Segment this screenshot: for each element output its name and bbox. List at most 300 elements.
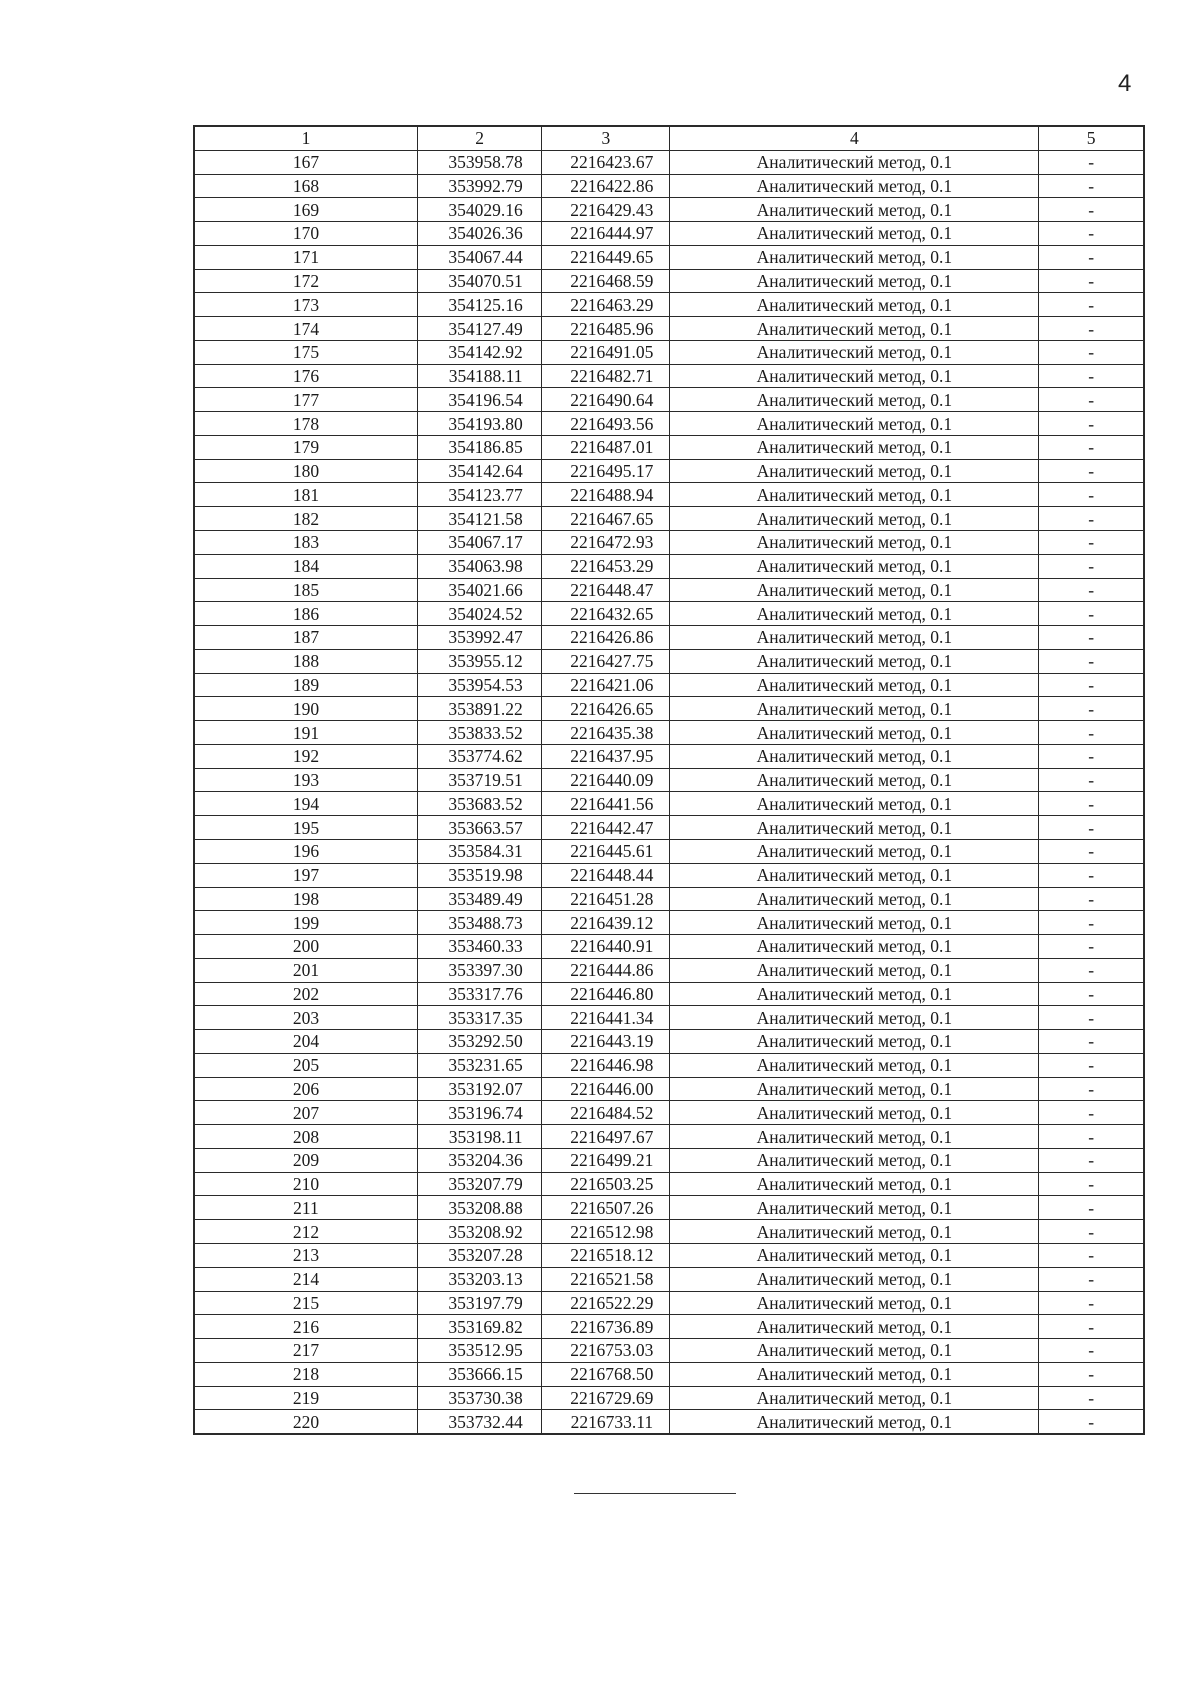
point-number-cell: 201 bbox=[194, 958, 417, 982]
method-cell: Аналитический метод, 0.1 bbox=[670, 554, 1039, 578]
note-cell: - bbox=[1039, 792, 1144, 816]
y-coordinate-cell: 2216472.93 bbox=[542, 531, 670, 555]
note-cell: - bbox=[1039, 1125, 1144, 1149]
point-number-cell: 206 bbox=[194, 1077, 417, 1101]
x-coordinate-cell: 353208.88 bbox=[417, 1196, 541, 1220]
note-cell: - bbox=[1039, 673, 1144, 697]
point-number-cell: 188 bbox=[194, 649, 417, 673]
y-coordinate-cell: 2216491.05 bbox=[542, 340, 670, 364]
note-cell: - bbox=[1039, 863, 1144, 887]
method-cell: Аналитический метод, 0.1 bbox=[670, 982, 1039, 1006]
point-number-cell: 213 bbox=[194, 1243, 417, 1267]
point-number-cell: 219 bbox=[194, 1386, 417, 1410]
note-cell: - bbox=[1039, 1030, 1144, 1054]
point-number-cell: 185 bbox=[194, 578, 417, 602]
x-coordinate-cell: 353584.31 bbox=[417, 839, 541, 863]
point-number-cell: 174 bbox=[194, 317, 417, 341]
table-row bbox=[194, 364, 1144, 388]
x-coordinate-cell: 353204.36 bbox=[417, 1148, 541, 1172]
y-coordinate-cell: 2216421.06 bbox=[542, 673, 670, 697]
note-cell: - bbox=[1039, 1267, 1144, 1291]
x-coordinate-cell: 353663.57 bbox=[417, 816, 541, 840]
table-row bbox=[194, 222, 1144, 246]
point-number-cell: 199 bbox=[194, 911, 417, 935]
note-cell: - bbox=[1039, 839, 1144, 863]
y-coordinate-cell: 2216507.26 bbox=[542, 1196, 670, 1220]
x-coordinate-cell: 354024.52 bbox=[417, 602, 541, 626]
y-coordinate-cell: 2216521.58 bbox=[542, 1267, 670, 1291]
y-coordinate-cell: 2216437.95 bbox=[542, 744, 670, 768]
y-coordinate-cell: 2216429.43 bbox=[542, 198, 670, 222]
table-row bbox=[194, 673, 1144, 697]
y-coordinate-cell: 2216493.56 bbox=[542, 412, 670, 436]
note-cell: - bbox=[1039, 1220, 1144, 1244]
point-number-cell: 178 bbox=[194, 412, 417, 436]
point-number-cell: 170 bbox=[194, 222, 417, 246]
y-coordinate-cell: 2216446.80 bbox=[542, 982, 670, 1006]
table-row bbox=[194, 174, 1144, 198]
x-coordinate-cell: 353208.92 bbox=[417, 1220, 541, 1244]
point-number-cell: 167 bbox=[194, 150, 417, 174]
y-coordinate-cell: 2216427.75 bbox=[542, 649, 670, 673]
x-coordinate-cell: 353833.52 bbox=[417, 721, 541, 745]
table-row bbox=[194, 1006, 1144, 1030]
y-coordinate-cell: 2216440.09 bbox=[542, 768, 670, 792]
point-number-cell: 190 bbox=[194, 697, 417, 721]
note-cell: - bbox=[1039, 293, 1144, 317]
y-coordinate-cell: 2216426.65 bbox=[542, 697, 670, 721]
note-cell: - bbox=[1039, 1172, 1144, 1196]
method-cell: Аналитический метод, 0.1 bbox=[670, 293, 1039, 317]
point-number-cell: 196 bbox=[194, 839, 417, 863]
x-coordinate-cell: 353719.51 bbox=[417, 768, 541, 792]
y-coordinate-cell: 2216518.12 bbox=[542, 1243, 670, 1267]
note-cell: - bbox=[1039, 1196, 1144, 1220]
y-coordinate-cell: 2216463.29 bbox=[542, 293, 670, 317]
table-row bbox=[194, 1196, 1144, 1220]
point-number-cell: 211 bbox=[194, 1196, 417, 1220]
note-cell: - bbox=[1039, 911, 1144, 935]
y-coordinate-cell: 2216432.65 bbox=[542, 602, 670, 626]
table-row bbox=[194, 721, 1144, 745]
table-row bbox=[194, 388, 1144, 412]
y-coordinate-cell: 2216423.67 bbox=[542, 150, 670, 174]
method-cell: Аналитический метод, 0.1 bbox=[670, 1172, 1039, 1196]
point-number-cell: 209 bbox=[194, 1148, 417, 1172]
method-cell: Аналитический метод, 0.1 bbox=[670, 958, 1039, 982]
x-coordinate-cell: 353683.52 bbox=[417, 792, 541, 816]
note-cell: - bbox=[1039, 744, 1144, 768]
note-cell: - bbox=[1039, 340, 1144, 364]
method-cell: Аналитический метод, 0.1 bbox=[670, 150, 1039, 174]
point-number-cell: 184 bbox=[194, 554, 417, 578]
method-cell: Аналитический метод, 0.1 bbox=[670, 412, 1039, 436]
x-coordinate-cell: 353197.79 bbox=[417, 1291, 541, 1315]
x-coordinate-cell: 353231.65 bbox=[417, 1053, 541, 1077]
method-cell: Аналитический метод, 0.1 bbox=[670, 1267, 1039, 1291]
column-header: 2 bbox=[417, 126, 541, 150]
y-coordinate-cell: 2216503.25 bbox=[542, 1172, 670, 1196]
point-number-cell: 193 bbox=[194, 768, 417, 792]
table-row bbox=[194, 744, 1144, 768]
note-cell: - bbox=[1039, 982, 1144, 1006]
y-coordinate-cell: 2216446.00 bbox=[542, 1077, 670, 1101]
method-cell: Аналитический метод, 0.1 bbox=[670, 887, 1039, 911]
note-cell: - bbox=[1039, 578, 1144, 602]
table-row bbox=[194, 1410, 1144, 1434]
note-cell: - bbox=[1039, 1243, 1144, 1267]
table-row bbox=[194, 435, 1144, 459]
x-coordinate-cell: 353955.12 bbox=[417, 649, 541, 673]
y-coordinate-cell: 2216736.89 bbox=[542, 1315, 670, 1339]
method-cell: Аналитический метод, 0.1 bbox=[670, 1053, 1039, 1077]
note-cell: - bbox=[1039, 150, 1144, 174]
y-coordinate-cell: 2216485.96 bbox=[542, 317, 670, 341]
page-number: 4 bbox=[1118, 70, 1132, 97]
y-coordinate-cell: 2216439.12 bbox=[542, 911, 670, 935]
method-cell: Аналитический метод, 0.1 bbox=[670, 388, 1039, 412]
note-cell: - bbox=[1039, 174, 1144, 198]
table-header-row bbox=[194, 126, 1144, 150]
x-coordinate-cell: 354196.54 bbox=[417, 388, 541, 412]
table-row bbox=[194, 198, 1144, 222]
table-row bbox=[194, 412, 1144, 436]
method-cell: Аналитический метод, 0.1 bbox=[670, 911, 1039, 935]
y-coordinate-cell: 2216449.65 bbox=[542, 245, 670, 269]
method-cell: Аналитический метод, 0.1 bbox=[670, 768, 1039, 792]
point-number-cell: 192 bbox=[194, 744, 417, 768]
table-row bbox=[194, 1030, 1144, 1054]
point-number-cell: 171 bbox=[194, 245, 417, 269]
table-row bbox=[194, 1077, 1144, 1101]
column-header: 5 bbox=[1039, 126, 1144, 150]
y-coordinate-cell: 2216445.61 bbox=[542, 839, 670, 863]
note-cell: - bbox=[1039, 269, 1144, 293]
x-coordinate-cell: 353460.33 bbox=[417, 935, 541, 959]
point-number-cell: 195 bbox=[194, 816, 417, 840]
note-cell: - bbox=[1039, 531, 1144, 555]
point-number-cell: 168 bbox=[194, 174, 417, 198]
table-row bbox=[194, 911, 1144, 935]
y-coordinate-cell: 2216499.21 bbox=[542, 1148, 670, 1172]
table-row bbox=[194, 697, 1144, 721]
note-cell: - bbox=[1039, 1148, 1144, 1172]
table-row bbox=[194, 649, 1144, 673]
method-cell: Аналитический метод, 0.1 bbox=[670, 222, 1039, 246]
x-coordinate-cell: 353292.50 bbox=[417, 1030, 541, 1054]
x-coordinate-cell: 353192.07 bbox=[417, 1077, 541, 1101]
method-cell: Аналитический метод, 0.1 bbox=[670, 340, 1039, 364]
method-cell: Аналитический метод, 0.1 bbox=[670, 1101, 1039, 1125]
method-cell: Аналитический метод, 0.1 bbox=[670, 459, 1039, 483]
method-cell: Аналитический метод, 0.1 bbox=[670, 507, 1039, 531]
note-cell: - bbox=[1039, 1101, 1144, 1125]
point-number-cell: 204 bbox=[194, 1030, 417, 1054]
y-coordinate-cell: 2216443.19 bbox=[542, 1030, 670, 1054]
method-cell: Аналитический метод, 0.1 bbox=[670, 1125, 1039, 1149]
note-cell: - bbox=[1039, 245, 1144, 269]
table-row bbox=[194, 531, 1144, 555]
method-cell: Аналитический метод, 0.1 bbox=[670, 721, 1039, 745]
method-cell: Аналитический метод, 0.1 bbox=[670, 744, 1039, 768]
table-row bbox=[194, 150, 1144, 174]
method-cell: Аналитический метод, 0.1 bbox=[670, 1315, 1039, 1339]
note-cell: - bbox=[1039, 459, 1144, 483]
point-number-cell: 169 bbox=[194, 198, 417, 222]
method-cell: Аналитический метод, 0.1 bbox=[670, 483, 1039, 507]
point-number-cell: 207 bbox=[194, 1101, 417, 1125]
y-coordinate-cell: 2216441.34 bbox=[542, 1006, 670, 1030]
note-cell: - bbox=[1039, 1315, 1144, 1339]
point-number-cell: 215 bbox=[194, 1291, 417, 1315]
note-cell: - bbox=[1039, 697, 1144, 721]
table-row bbox=[194, 340, 1144, 364]
y-coordinate-cell: 2216482.71 bbox=[542, 364, 670, 388]
method-cell: Аналитический метод, 0.1 bbox=[670, 792, 1039, 816]
x-coordinate-cell: 353519.98 bbox=[417, 863, 541, 887]
note-cell: - bbox=[1039, 958, 1144, 982]
note-cell: - bbox=[1039, 435, 1144, 459]
note-cell: - bbox=[1039, 554, 1144, 578]
point-number-cell: 191 bbox=[194, 721, 417, 745]
note-cell: - bbox=[1039, 626, 1144, 650]
table-row bbox=[194, 863, 1144, 887]
y-coordinate-cell: 2216435.38 bbox=[542, 721, 670, 745]
note-cell: - bbox=[1039, 364, 1144, 388]
table-row bbox=[194, 293, 1144, 317]
x-coordinate-cell: 353730.38 bbox=[417, 1386, 541, 1410]
method-cell: Аналитический метод, 0.1 bbox=[670, 935, 1039, 959]
y-coordinate-cell: 2216487.01 bbox=[542, 435, 670, 459]
method-cell: Аналитический метод, 0.1 bbox=[670, 1196, 1039, 1220]
method-cell: Аналитический метод, 0.1 bbox=[670, 1030, 1039, 1054]
note-cell: - bbox=[1039, 507, 1144, 531]
table-row bbox=[194, 1172, 1144, 1196]
note-cell: - bbox=[1039, 768, 1144, 792]
table-row bbox=[194, 483, 1144, 507]
table-row bbox=[194, 768, 1144, 792]
y-coordinate-cell: 2216441.56 bbox=[542, 792, 670, 816]
y-coordinate-cell: 2216488.94 bbox=[542, 483, 670, 507]
point-number-cell: 194 bbox=[194, 792, 417, 816]
table-row bbox=[194, 935, 1144, 959]
table-row bbox=[194, 317, 1144, 341]
table-row bbox=[194, 554, 1144, 578]
point-number-cell: 176 bbox=[194, 364, 417, 388]
point-number-cell: 180 bbox=[194, 459, 417, 483]
y-coordinate-cell: 2216442.47 bbox=[542, 816, 670, 840]
y-coordinate-cell: 2216451.28 bbox=[542, 887, 670, 911]
x-coordinate-cell: 353992.79 bbox=[417, 174, 541, 198]
point-number-cell: 220 bbox=[194, 1410, 417, 1434]
y-coordinate-cell: 2216512.98 bbox=[542, 1220, 670, 1244]
method-cell: Аналитический метод, 0.1 bbox=[670, 435, 1039, 459]
y-coordinate-cell: 2216448.44 bbox=[542, 863, 670, 887]
point-number-cell: 200 bbox=[194, 935, 417, 959]
x-coordinate-cell: 354026.36 bbox=[417, 222, 541, 246]
note-cell: - bbox=[1039, 1362, 1144, 1386]
table-row bbox=[194, 1101, 1144, 1125]
method-cell: Аналитический метод, 0.1 bbox=[670, 626, 1039, 650]
x-coordinate-cell: 354125.16 bbox=[417, 293, 541, 317]
y-coordinate-cell: 2216422.86 bbox=[542, 174, 670, 198]
x-coordinate-cell: 353207.79 bbox=[417, 1172, 541, 1196]
y-coordinate-cell: 2216426.86 bbox=[542, 626, 670, 650]
table-row bbox=[194, 1339, 1144, 1363]
method-cell: Аналитический метод, 0.1 bbox=[670, 578, 1039, 602]
x-coordinate-cell: 353196.74 bbox=[417, 1101, 541, 1125]
method-cell: Аналитический метод, 0.1 bbox=[670, 1148, 1039, 1172]
point-number-cell: 214 bbox=[194, 1267, 417, 1291]
table-row bbox=[194, 816, 1144, 840]
point-number-cell: 210 bbox=[194, 1172, 417, 1196]
note-cell: - bbox=[1039, 1006, 1144, 1030]
y-coordinate-cell: 2216440.91 bbox=[542, 935, 670, 959]
point-number-cell: 202 bbox=[194, 982, 417, 1006]
x-coordinate-cell: 354063.98 bbox=[417, 554, 541, 578]
method-cell: Аналитический метод, 0.1 bbox=[670, 1291, 1039, 1315]
point-number-cell: 198 bbox=[194, 887, 417, 911]
y-coordinate-cell: 2216733.11 bbox=[542, 1410, 670, 1434]
x-coordinate-cell: 353512.95 bbox=[417, 1339, 541, 1363]
x-coordinate-cell: 353488.73 bbox=[417, 911, 541, 935]
y-coordinate-cell: 2216495.17 bbox=[542, 459, 670, 483]
point-number-cell: 172 bbox=[194, 269, 417, 293]
point-number-cell: 181 bbox=[194, 483, 417, 507]
point-number-cell: 183 bbox=[194, 531, 417, 555]
note-cell: - bbox=[1039, 1410, 1144, 1434]
column-header: 4 bbox=[670, 126, 1039, 150]
column-header: 3 bbox=[542, 126, 670, 150]
x-coordinate-cell: 354142.92 bbox=[417, 340, 541, 364]
table-row bbox=[194, 958, 1144, 982]
point-number-cell: 189 bbox=[194, 673, 417, 697]
table-row bbox=[194, 1362, 1144, 1386]
note-cell: - bbox=[1039, 222, 1144, 246]
x-coordinate-cell: 354021.66 bbox=[417, 578, 541, 602]
x-coordinate-cell: 354067.44 bbox=[417, 245, 541, 269]
point-number-cell: 187 bbox=[194, 626, 417, 650]
method-cell: Аналитический метод, 0.1 bbox=[670, 839, 1039, 863]
y-coordinate-cell: 2216484.52 bbox=[542, 1101, 670, 1125]
table-row bbox=[194, 839, 1144, 863]
point-number-cell: 212 bbox=[194, 1220, 417, 1244]
method-cell: Аналитический метод, 0.1 bbox=[670, 697, 1039, 721]
note-cell: - bbox=[1039, 317, 1144, 341]
x-coordinate-cell: 353203.13 bbox=[417, 1267, 541, 1291]
point-number-cell: 179 bbox=[194, 435, 417, 459]
coordinates-table bbox=[193, 125, 1145, 1435]
x-coordinate-cell: 353666.15 bbox=[417, 1362, 541, 1386]
method-cell: Аналитический метод, 0.1 bbox=[670, 816, 1039, 840]
table-row bbox=[194, 1053, 1144, 1077]
point-number-cell: 205 bbox=[194, 1053, 417, 1077]
x-coordinate-cell: 354070.51 bbox=[417, 269, 541, 293]
x-coordinate-cell: 353397.30 bbox=[417, 958, 541, 982]
y-coordinate-cell: 2216444.86 bbox=[542, 958, 670, 982]
x-coordinate-cell: 353207.28 bbox=[417, 1243, 541, 1267]
x-coordinate-cell: 354121.58 bbox=[417, 507, 541, 531]
x-coordinate-cell: 353198.11 bbox=[417, 1125, 541, 1149]
note-cell: - bbox=[1039, 483, 1144, 507]
x-coordinate-cell: 353732.44 bbox=[417, 1410, 541, 1434]
end-of-document-line bbox=[574, 1493, 736, 1494]
method-cell: Аналитический метод, 0.1 bbox=[670, 602, 1039, 626]
y-coordinate-cell: 2216467.65 bbox=[542, 507, 670, 531]
table-row bbox=[194, 1125, 1144, 1149]
point-number-cell: 217 bbox=[194, 1339, 417, 1363]
table-row bbox=[194, 1386, 1144, 1410]
note-cell: - bbox=[1039, 721, 1144, 745]
table-row bbox=[194, 887, 1144, 911]
method-cell: Аналитический метод, 0.1 bbox=[670, 1243, 1039, 1267]
table-row bbox=[194, 269, 1144, 293]
y-coordinate-cell: 2216468.59 bbox=[542, 269, 670, 293]
table-row bbox=[194, 792, 1144, 816]
point-number-cell: 197 bbox=[194, 863, 417, 887]
y-coordinate-cell: 2216448.47 bbox=[542, 578, 670, 602]
method-cell: Аналитический метод, 0.1 bbox=[670, 364, 1039, 388]
point-number-cell: 203 bbox=[194, 1006, 417, 1030]
y-coordinate-cell: 2216444.97 bbox=[542, 222, 670, 246]
method-cell: Аналитический метод, 0.1 bbox=[670, 245, 1039, 269]
x-coordinate-cell: 354123.77 bbox=[417, 483, 541, 507]
table-row bbox=[194, 1315, 1144, 1339]
x-coordinate-cell: 353774.62 bbox=[417, 744, 541, 768]
table-row bbox=[194, 507, 1144, 531]
method-cell: Аналитический метод, 0.1 bbox=[670, 1077, 1039, 1101]
x-coordinate-cell: 354193.80 bbox=[417, 412, 541, 436]
y-coordinate-cell: 2216522.29 bbox=[542, 1291, 670, 1315]
x-coordinate-cell: 353317.76 bbox=[417, 982, 541, 1006]
point-number-cell: 186 bbox=[194, 602, 417, 626]
table-row bbox=[194, 626, 1144, 650]
column-header: 1 bbox=[194, 126, 417, 150]
y-coordinate-cell: 2216768.50 bbox=[542, 1362, 670, 1386]
method-cell: Аналитический метод, 0.1 bbox=[670, 1386, 1039, 1410]
note-cell: - bbox=[1039, 1053, 1144, 1077]
y-coordinate-cell: 2216753.03 bbox=[542, 1339, 670, 1363]
x-coordinate-cell: 354127.49 bbox=[417, 317, 541, 341]
table-row bbox=[194, 1243, 1144, 1267]
note-cell: - bbox=[1039, 198, 1144, 222]
method-cell: Аналитический метод, 0.1 bbox=[670, 673, 1039, 697]
method-cell: Аналитический метод, 0.1 bbox=[670, 317, 1039, 341]
point-number-cell: 175 bbox=[194, 340, 417, 364]
note-cell: - bbox=[1039, 1339, 1144, 1363]
method-cell: Аналитический метод, 0.1 bbox=[670, 531, 1039, 555]
method-cell: Аналитический метод, 0.1 bbox=[670, 174, 1039, 198]
y-coordinate-cell: 2216497.67 bbox=[542, 1125, 670, 1149]
table-row bbox=[194, 1148, 1144, 1172]
method-cell: Аналитический метод, 0.1 bbox=[670, 1220, 1039, 1244]
x-coordinate-cell: 354029.16 bbox=[417, 198, 541, 222]
x-coordinate-cell: 353958.78 bbox=[417, 150, 541, 174]
note-cell: - bbox=[1039, 412, 1144, 436]
method-cell: Аналитический метод, 0.1 bbox=[670, 1339, 1039, 1363]
point-number-cell: 208 bbox=[194, 1125, 417, 1149]
y-coordinate-cell: 2216453.29 bbox=[542, 554, 670, 578]
note-cell: - bbox=[1039, 602, 1144, 626]
x-coordinate-cell: 353169.82 bbox=[417, 1315, 541, 1339]
y-coordinate-cell: 2216490.64 bbox=[542, 388, 670, 412]
method-cell: Аналитический метод, 0.1 bbox=[670, 649, 1039, 673]
method-cell: Аналитический метод, 0.1 bbox=[670, 269, 1039, 293]
method-cell: Аналитический метод, 0.1 bbox=[670, 1410, 1039, 1434]
table-row bbox=[194, 245, 1144, 269]
note-cell: - bbox=[1039, 1386, 1144, 1410]
point-number-cell: 218 bbox=[194, 1362, 417, 1386]
